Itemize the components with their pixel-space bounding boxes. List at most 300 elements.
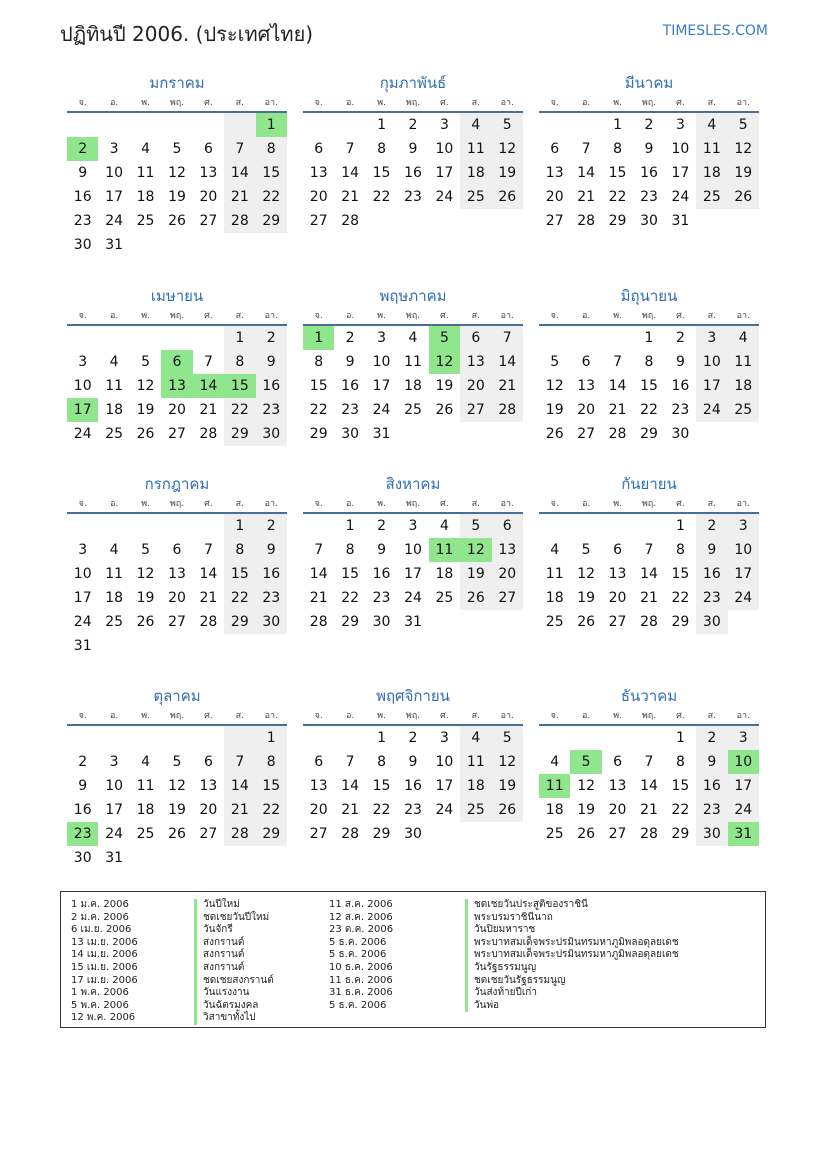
day-cell[interactable]: 21 [608,402,627,418]
day-cell[interactable]: 22 [372,802,391,818]
day-cell[interactable]: 4 [109,354,119,370]
day-cell[interactable]: 7 [644,542,654,558]
day-cell[interactable]: 3 [728,514,759,538]
day-cell[interactable]: 4 [550,542,560,558]
day-cell[interactable]: 21 [224,798,255,822]
day-cell[interactable]: 11 [460,750,491,774]
day-cell[interactable]: 17 [435,165,454,181]
day-cell[interactable]: 10 [728,538,759,562]
day-cell[interactable]: 23 [341,402,360,418]
day-cell[interactable]: 9 [256,538,287,562]
day-cell[interactable]: 16 [73,802,92,818]
day-cell[interactable]: 8 [256,137,287,161]
day-cell[interactable]: 20 [199,189,218,205]
day-cell[interactable]: 30 [73,237,92,253]
day-cell[interactable]: 2 [644,117,654,133]
day-cell[interactable]: 24 [105,213,124,229]
day-cell[interactable]: 22 [372,189,391,205]
day-cell[interactable]: 7 [345,754,355,770]
day-cell[interactable]: 23 [67,822,98,846]
day-cell[interactable]: 1 [256,113,287,137]
day-cell[interactable]: 3 [675,117,685,133]
day-cell[interactable]: 18 [105,402,124,418]
day-cell[interactable]: 2 [696,514,727,538]
day-cell[interactable]: 11 [728,350,759,374]
day-cell[interactable]: 15 [608,165,627,181]
day-cell[interactable]: 18 [545,802,564,818]
day-cell[interactable]: 28 [640,826,658,842]
day-cell[interactable]: 23 [256,586,287,610]
day-cell[interactable]: 11 [545,566,564,582]
day-cell[interactable]: 20 [460,374,491,398]
day-cell[interactable]: 30 [256,610,287,634]
day-cell[interactable]: 8 [256,750,287,774]
day-cell[interactable]: 7 [314,542,324,558]
day-cell[interactable]: 14 [608,378,627,394]
day-cell[interactable]: 4 [728,326,759,350]
day-cell[interactable]: 14 [640,778,658,794]
day-cell[interactable]: 16 [404,778,422,794]
day-cell[interactable]: 21 [492,374,523,398]
day-cell[interactable]: 16 [404,165,422,181]
day-cell[interactable]: 15 [309,378,328,394]
day-cell[interactable]: 7 [644,754,654,770]
day-cell[interactable]: 10 [105,165,124,181]
day-cell[interactable]: 10 [73,566,92,582]
day-cell[interactable]: 9 [675,354,685,370]
day-cell[interactable]: 14 [224,161,255,185]
day-cell[interactable]: 17 [728,562,759,586]
day-cell[interactable]: 7 [203,354,213,370]
day-cell[interactable]: 2 [675,330,685,346]
day-cell[interactable]: 14 [199,566,218,582]
day-cell[interactable]: 5 [728,113,759,137]
day-cell[interactable]: 18 [728,374,759,398]
day-cell[interactable]: 17 [728,774,759,798]
day-cell[interactable]: 7 [203,542,213,558]
day-cell[interactable]: 19 [577,590,596,606]
day-cell[interactable]: 26 [435,402,454,418]
brand-logo[interactable]: TIMESLES.COM [662,23,768,39]
day-cell[interactable]: 7 [224,750,255,774]
day-cell[interactable]: 16 [256,374,287,398]
day-cell[interactable]: 9 [256,350,287,374]
day-cell[interactable]: 19 [545,402,564,418]
day-cell[interactable]: 26 [577,826,596,842]
day-cell[interactable]: 27 [545,213,564,229]
day-cell[interactable]: 26 [460,586,491,610]
day-cell[interactable]: 22 [224,398,255,422]
day-cell[interactable]: 10 [435,754,454,770]
day-cell[interactable]: 28 [577,213,596,229]
day-cell[interactable]: 24 [728,798,759,822]
day-cell[interactable]: 15 [256,774,287,798]
day-cell[interactable]: 10 [105,778,124,794]
day-cell[interactable]: 14 [341,165,360,181]
day-cell[interactable]: 27 [168,426,186,442]
day-cell[interactable]: 6 [581,354,591,370]
day-cell[interactable]: 8 [644,354,654,370]
day-cell[interactable]: 11 [460,137,491,161]
day-cell[interactable]: 27 [199,213,218,229]
day-cell[interactable]: 24 [671,189,690,205]
day-cell[interactable]: 5 [492,726,523,750]
day-cell[interactable]: 30 [671,426,690,442]
day-cell[interactable]: 6 [314,141,324,157]
day-cell[interactable]: 7 [581,141,591,157]
day-cell[interactable]: 6 [314,754,324,770]
day-cell[interactable]: 5 [141,542,151,558]
day-cell[interactable]: 30 [696,822,727,846]
day-cell[interactable]: 31 [372,426,391,442]
day-cell[interactable]: 22 [608,189,627,205]
day-cell[interactable]: 4 [109,542,119,558]
day-cell[interactable]: 1 [303,326,334,350]
day-cell[interactable]: 21 [309,590,328,606]
day-cell[interactable]: 4 [460,726,491,750]
day-cell[interactable]: 30 [404,826,422,842]
day-cell[interactable]: 21 [341,802,360,818]
day-cell[interactable]: 30 [256,422,287,446]
day-cell[interactable]: 1 [377,730,387,746]
day-cell[interactable]: 20 [492,562,523,586]
day-cell[interactable]: 24 [696,398,727,422]
day-cell[interactable]: 4 [141,754,151,770]
day-cell[interactable]: 25 [545,614,564,630]
day-cell[interactable]: 12 [136,378,155,394]
day-cell[interactable]: 10 [435,141,454,157]
day-cell[interactable]: 22 [640,402,658,418]
day-cell[interactable]: 9 [408,754,418,770]
day-cell[interactable]: 29 [671,826,690,842]
day-cell[interactable]: 28 [341,826,360,842]
day-cell[interactable]: 12 [577,778,596,794]
day-cell[interactable]: 6 [550,141,560,157]
day-cell[interactable]: 23 [372,590,391,606]
day-cell[interactable]: 6 [203,754,213,770]
day-cell[interactable]: 24 [372,402,391,418]
day-cell[interactable]: 31 [105,237,124,253]
day-cell[interactable]: 22 [671,802,690,818]
day-cell[interactable]: 4 [141,141,151,157]
day-cell[interactable]: 16 [640,165,658,181]
day-cell[interactable]: 22 [256,185,287,209]
day-cell[interactable]: 5 [172,141,182,157]
day-cell[interactable]: 16 [671,378,690,394]
day-cell[interactable]: 3 [696,326,727,350]
day-cell[interactable]: 25 [105,426,124,442]
day-cell[interactable]: 2 [408,730,418,746]
day-cell[interactable]: 26 [545,426,564,442]
day-cell[interactable]: 4 [550,754,560,770]
day-cell[interactable]: 30 [640,213,658,229]
day-cell[interactable]: 2 [345,330,355,346]
day-cell[interactable]: 19 [136,402,155,418]
day-cell[interactable]: 23 [696,586,727,610]
day-cell[interactable]: 2 [408,117,418,133]
day-cell[interactable]: 6 [203,141,213,157]
day-cell[interactable]: 1 [644,330,654,346]
day-cell[interactable]: 26 [492,798,523,822]
day-cell[interactable]: 1 [675,730,685,746]
day-cell[interactable]: 14 [224,774,255,798]
day-cell[interactable]: 9 [78,165,88,181]
day-cell[interactable]: 3 [109,754,119,770]
day-cell[interactable]: 21 [577,189,596,205]
day-cell[interactable]: 28 [341,213,360,229]
day-cell[interactable]: 27 [577,426,596,442]
day-cell[interactable]: 18 [136,189,155,205]
day-cell[interactable]: 10 [671,141,690,157]
day-cell[interactable]: 29 [372,826,391,842]
day-cell[interactable]: 12 [492,137,523,161]
day-cell[interactable]: 27 [608,614,627,630]
day-cell[interactable]: 28 [640,614,658,630]
day-cell[interactable]: 20 [309,189,328,205]
day-cell[interactable]: 18 [696,161,727,185]
day-cell[interactable]: 5 [460,514,491,538]
day-cell[interactable]: 16 [341,378,360,394]
day-cell[interactable]: 7 [492,326,523,350]
day-cell[interactable]: 25 [696,185,727,209]
day-cell[interactable]: 22 [341,590,360,606]
day-cell[interactable]: 5 [429,326,460,350]
day-cell[interactable]: 4 [460,113,491,137]
day-cell[interactable]: 29 [256,209,287,233]
day-cell[interactable]: 13 [199,778,218,794]
day-cell[interactable]: 18 [404,378,422,394]
day-cell[interactable]: 13 [168,566,186,582]
day-cell[interactable]: 20 [168,402,186,418]
day-cell[interactable]: 6 [161,350,192,374]
day-cell[interactable]: 25 [728,398,759,422]
day-cell[interactable]: 22 [309,402,328,418]
day-cell[interactable]: 23 [671,402,690,418]
day-cell[interactable]: 18 [460,161,491,185]
day-cell[interactable]: 2 [696,726,727,750]
day-cell[interactable]: 27 [309,826,328,842]
day-cell[interactable]: 12 [168,165,186,181]
day-cell[interactable]: 4 [408,330,418,346]
day-cell[interactable]: 8 [224,538,255,562]
day-cell[interactable]: 26 [728,185,759,209]
day-cell[interactable]: 12 [460,538,491,562]
day-cell[interactable]: 15 [372,165,391,181]
day-cell[interactable]: 6 [613,542,623,558]
day-cell[interactable]: 18 [435,566,454,582]
day-cell[interactable]: 12 [429,350,460,374]
day-cell[interactable]: 25 [460,798,491,822]
day-cell[interactable]: 2 [256,326,287,350]
day-cell[interactable]: 3 [439,730,449,746]
day-cell[interactable]: 15 [224,562,255,586]
day-cell[interactable]: 23 [404,189,422,205]
day-cell[interactable]: 11 [136,165,155,181]
day-cell[interactable]: 24 [728,586,759,610]
day-cell[interactable]: 19 [168,189,186,205]
day-cell[interactable]: 21 [640,590,658,606]
day-cell[interactable]: 14 [341,778,360,794]
day-cell[interactable]: 10 [404,542,422,558]
day-cell[interactable]: 21 [199,590,218,606]
day-cell[interactable]: 18 [105,590,124,606]
day-cell[interactable]: 27 [608,826,627,842]
day-cell[interactable]: 23 [404,802,422,818]
day-cell[interactable]: 16 [696,562,727,586]
day-cell[interactable]: 29 [341,614,360,630]
day-cell[interactable]: 28 [224,822,255,846]
day-cell[interactable]: 17 [372,378,391,394]
day-cell[interactable]: 8 [224,350,255,374]
day-cell[interactable]: 15 [256,161,287,185]
day-cell[interactable]: 16 [696,774,727,798]
day-cell[interactable]: 3 [439,117,449,133]
day-cell[interactable]: 8 [675,754,685,770]
day-cell[interactable]: 29 [640,426,658,442]
day-cell[interactable]: 31 [671,213,690,229]
day-cell[interactable]: 27 [168,614,186,630]
day-cell[interactable]: 28 [309,614,328,630]
day-cell[interactable]: 21 [341,189,360,205]
day-cell[interactable]: 24 [105,826,124,842]
day-cell[interactable]: 2 [256,514,287,538]
day-cell[interactable]: 27 [199,826,218,842]
day-cell[interactable]: 7 [613,354,623,370]
day-cell[interactable]: 25 [404,402,422,418]
day-cell[interactable]: 17 [67,398,98,422]
day-cell[interactable]: 5 [570,750,601,774]
day-cell[interactable]: 19 [136,590,155,606]
day-cell[interactable]: 19 [492,774,523,798]
day-cell[interactable]: 29 [224,422,255,446]
day-cell[interactable]: 10 [728,750,759,774]
day-cell[interactable]: 28 [224,209,255,233]
day-cell[interactable]: 11 [105,378,124,394]
day-cell[interactable]: 6 [492,514,523,538]
day-cell[interactable]: 3 [78,542,88,558]
day-cell[interactable]: 20 [168,590,186,606]
day-cell[interactable]: 15 [671,566,690,582]
day-cell[interactable]: 15 [224,374,255,398]
day-cell[interactable]: 3 [377,330,387,346]
day-cell[interactable]: 14 [193,374,224,398]
day-cell[interactable]: 17 [105,189,124,205]
day-cell[interactable]: 25 [460,185,491,209]
day-cell[interactable]: 9 [78,778,88,794]
day-cell[interactable]: 11 [696,137,727,161]
day-cell[interactable]: 14 [640,566,658,582]
day-cell[interactable]: 14 [309,566,328,582]
day-cell[interactable]: 6 [172,542,182,558]
day-cell[interactable]: 6 [460,326,491,350]
day-cell[interactable]: 12 [728,137,759,161]
day-cell[interactable]: 11 [136,778,155,794]
day-cell[interactable]: 9 [696,538,727,562]
day-cell[interactable]: 9 [377,542,387,558]
day-cell[interactable]: 11 [539,774,570,798]
day-cell[interactable]: 16 [256,562,287,586]
day-cell[interactable]: 26 [168,826,186,842]
day-cell[interactable]: 12 [545,378,564,394]
day-cell[interactable]: 15 [372,778,391,794]
day-cell[interactable]: 20 [199,802,218,818]
day-cell[interactable]: 12 [577,566,596,582]
day-cell[interactable]: 13 [608,566,627,582]
day-cell[interactable]: 27 [460,398,491,422]
day-cell[interactable]: 1 [256,726,287,750]
day-cell[interactable]: 17 [671,165,690,181]
day-cell[interactable]: 1 [675,518,685,534]
day-cell[interactable]: 13 [309,165,328,181]
day-cell[interactable]: 26 [577,614,596,630]
day-cell[interactable]: 18 [545,590,564,606]
day-cell[interactable]: 1 [345,518,355,534]
day-cell[interactable]: 20 [545,189,564,205]
day-cell[interactable]: 26 [168,213,186,229]
day-cell[interactable]: 17 [696,374,727,398]
day-cell[interactable]: 12 [168,778,186,794]
day-cell[interactable]: 3 [728,726,759,750]
day-cell[interactable]: 1 [377,117,387,133]
day-cell[interactable]: 17 [404,566,422,582]
day-cell[interactable]: 24 [435,802,454,818]
day-cell[interactable]: 26 [492,185,523,209]
day-cell[interactable]: 14 [492,350,523,374]
day-cell[interactable]: 13 [492,538,523,562]
day-cell[interactable]: 15 [671,778,690,794]
day-cell[interactable]: 8 [314,354,324,370]
day-cell[interactable]: 9 [408,141,418,157]
day-cell[interactable]: 25 [435,590,454,606]
day-cell[interactable]: 20 [608,802,627,818]
day-cell[interactable]: 28 [199,614,218,630]
day-cell[interactable]: 28 [608,426,627,442]
day-cell[interactable]: 9 [345,354,355,370]
day-cell[interactable]: 29 [256,822,287,846]
day-cell[interactable]: 11 [105,566,124,582]
day-cell[interactable]: 1 [613,117,623,133]
day-cell[interactable]: 10 [73,378,92,394]
day-cell[interactable]: 26 [136,426,155,442]
day-cell[interactable]: 5 [550,354,560,370]
day-cell[interactable]: 16 [73,189,92,205]
day-cell[interactable]: 3 [408,518,418,534]
day-cell[interactable]: 30 [341,426,360,442]
day-cell[interactable]: 25 [136,826,155,842]
day-cell[interactable]: 27 [492,586,523,610]
day-cell[interactable]: 13 [161,374,192,398]
day-cell[interactable]: 14 [577,165,596,181]
day-cell[interactable]: 24 [73,426,92,442]
day-cell[interactable]: 8 [345,542,355,558]
day-cell[interactable]: 9 [644,141,654,157]
day-cell[interactable]: 18 [460,774,491,798]
day-cell[interactable]: 5 [581,542,591,558]
day-cell[interactable]: 16 [372,566,391,582]
day-cell[interactable]: 23 [696,798,727,822]
day-cell[interactable]: 19 [460,562,491,586]
day-cell[interactable]: 20 [309,802,328,818]
day-cell[interactable]: 9 [696,750,727,774]
day-cell[interactable]: 1 [224,514,255,538]
day-cell[interactable]: 13 [577,378,596,394]
day-cell[interactable]: 13 [460,350,491,374]
day-cell[interactable]: 11 [429,538,460,562]
day-cell[interactable]: 30 [372,614,391,630]
day-cell[interactable]: 10 [372,354,391,370]
day-cell[interactable]: 12 [492,750,523,774]
day-cell[interactable]: 17 [105,802,124,818]
